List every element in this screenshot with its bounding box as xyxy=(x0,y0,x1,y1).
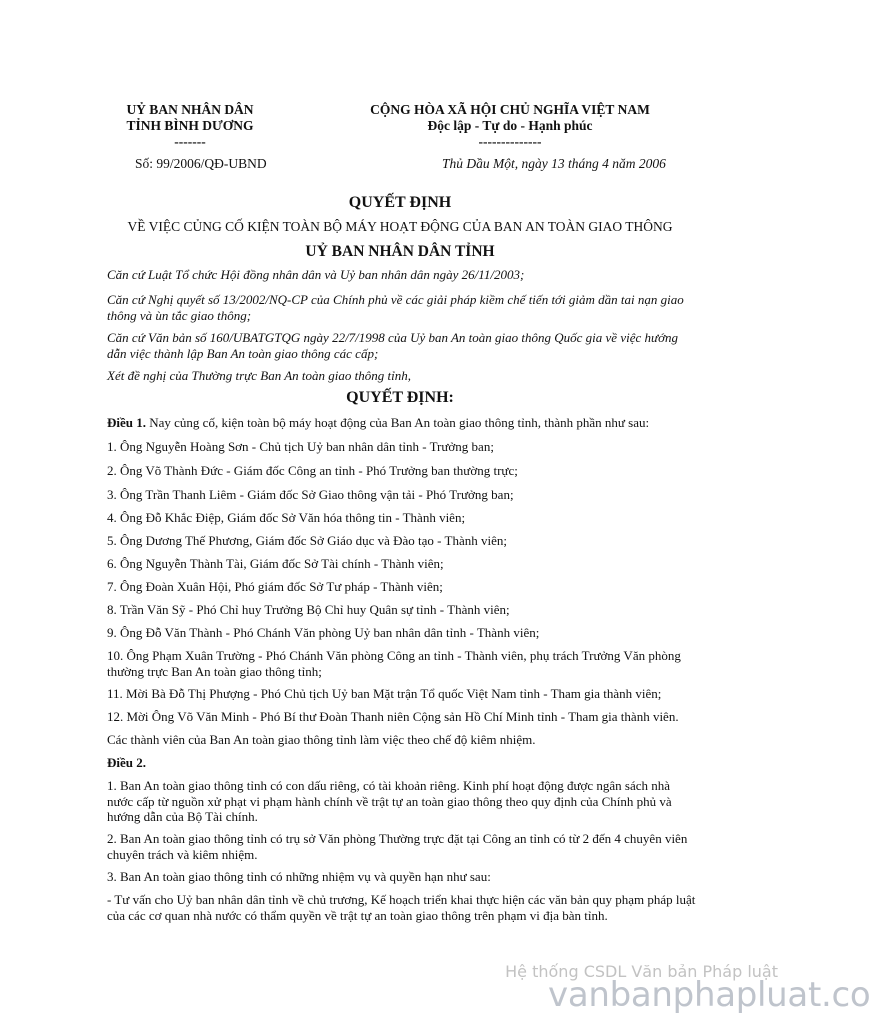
article-1-label: Điều 1. xyxy=(107,415,146,430)
agency-line-2: TỈNH BÌNH DƯƠNG xyxy=(126,118,254,133)
issuing-agency xyxy=(110,102,270,150)
decides-heading: QUYẾT ĐỊNH: xyxy=(346,389,454,406)
preamble-item: Căn cứ Luật Tổ chức Hội đồng nhân dân và Uỷ ban nhân dân ngày 26/11/2003; xyxy=(107,267,525,282)
member-item: 1. Ông Nguyễn Hoàng Sơn - Chủ tịch Uỷ ban nhân dân tỉnh - Trưởng ban; xyxy=(107,439,494,454)
watermark-caption: Hệ thống CSDL Văn bản Pháp luật xyxy=(505,962,778,981)
article-1-closing: Các thành viên của Ban An toàn giao thông tỉnh làm việc theo chế độ kiêm nhiệm. xyxy=(107,732,536,747)
member-item: 10. Ông Phạm Xuân Trường - Phó Chánh Văn phòng Công an tỉnh - Thành viên, phụ trách Trưởng Văn phòng thường trực Ban An toàn giao thông tỉnh; xyxy=(107,648,681,679)
member-item: 5. Ông Dương Thế Phương, Giám đốc Sở Giáo dục và Đào tạo - Thành viên; xyxy=(107,533,507,548)
document-type-title: QUYẾT ĐỊNH xyxy=(348,194,452,211)
member-item: 12. Mời Ông Võ Văn Minh - Phó Bí thư Đoàn Thanh niên Cộng sản Hồ Chí Minh tỉnh - Tham gia thành viên. xyxy=(107,709,679,724)
nation-line-1: CỘNG HÒA XÃ HỘI CHỦ NGHĨA VIỆT NAM xyxy=(370,102,650,117)
preamble-item: Căn cứ Văn bản số 160/UBATGTQG ngày 22/7/1998 của Uỷ ban An toàn giao thông Quốc gia về việc hướng dẫn việc thành lập Ban An toàn giao thông các cấp; xyxy=(107,330,679,361)
document-subject: VỀ VIỆC CỦNG CỐ KIỆN TOÀN BỘ MÁY HOẠT ĐỘNG CỦA BAN AN TOÀN GIAO THÔNG xyxy=(127,219,673,234)
article-2-item: 2. Ban An toàn giao thông tỉnh có trụ sở Văn phòng Thường trực đặt tại Công an tỉnh có từ 2 đến 4 chuyên viên chuyên trách và kiêm nhiệm. xyxy=(107,831,688,862)
member-item: 9. Ông Đỗ Văn Thành - Phó Chánh Văn phòng Uỷ ban nhân dân tỉnh - Thành viên; xyxy=(107,625,540,640)
article-2-item: - Tư vấn cho Uỷ ban nhân dân tỉnh về chủ trương, Kế hoạch triển khai thực hiện các văn bản quy phạm pháp luật của các cơ quan nhà nước có thẩm quyền về trật tự an toàn giao thông trên phạm vi địa bàn tỉnh. xyxy=(107,892,696,923)
article-2-item: 3. Ban An toàn giao thông tỉnh có những nhiệm vụ và quyền hạn như sau: xyxy=(107,869,491,884)
member-item: 6. Ông Nguyễn Thành Tài, Giám đốc Sở Tài chính - Thành viên; xyxy=(107,556,444,571)
member-item: 7. Ông Đoàn Xuân Hội, Phó giám đốc Sở Tư pháp - Thành viên; xyxy=(107,579,443,594)
article-1-intro-text: Nay củng cố, kiện toàn bộ máy hoạt động của Ban An toàn giao thông tỉnh, thành phần như sau: xyxy=(146,415,650,430)
nation-line-2: Độc lập - Tự do - Hạnh phúc xyxy=(427,118,593,133)
agency-line-1: UỶ BAN NHÂN DÂN xyxy=(126,102,254,117)
member-item: 11. Mời Bà Đỗ Thị Phượng - Phó Chủ tịch Uỷ ban Mặt trận Tổ quốc Việt Nam tỉnh - Tham gia thành viên; xyxy=(107,686,662,701)
national-motto xyxy=(330,102,690,150)
member-item: 3. Ông Trần Thanh Liêm - Giám đốc Sở Giao thông vận tải - Phó Trưởng ban; xyxy=(107,487,514,502)
issuer-title: UỶ BAN NHÂN DÂN TỈNH xyxy=(305,243,495,260)
member-item: 4. Ông Đỗ Khắc Điệp, Giám đốc Sở Văn hóa thông tin - Thành viên; xyxy=(107,510,466,525)
article-2-label: Điều 2. xyxy=(107,755,146,770)
agency-rule: ------- xyxy=(174,134,206,149)
article-2-item: 1. Ban An toàn giao thông tỉnh có con dấu riêng, có tài khoản riêng. Kinh phí hoạt động được ngân sách nhà nước cấp từ nguồn xử phạt vi phạm hành chính về trật tự an toàn giao thông theo quy định của Chính phủ và hướng dẫn của Bộ Tài chính. xyxy=(107,778,672,824)
member-item: 8. Trần Văn Sỹ - Phó Chỉ huy Trưởng Bộ Chỉ huy Quân sự tỉnh - Thành viên; xyxy=(107,602,510,617)
preamble-item: Căn cứ Nghị quyết số 13/2002/NQ-CP của Chính phủ về các giải pháp kiềm chế tiến tới giảm dần tai nạn giao thông và ùn tắc giao thông; xyxy=(107,292,684,323)
preamble-item: Xét đề nghị của Thường trực Ban An toàn giao thông tỉnh, xyxy=(107,368,411,383)
article-1-intro xyxy=(107,415,697,431)
nation-rule: -------------- xyxy=(478,134,542,149)
document-number: Số: 99/2006/QĐ-UBND xyxy=(135,156,267,171)
watermark-site: vanbanphapluat.co xyxy=(548,975,870,1015)
member-item: 2. Ông Võ Thành Đức - Giám đốc Công an tỉnh - Phó Trưởng ban thường trực; xyxy=(107,463,518,478)
document-date: Thủ Dầu Một, ngày 13 tháng 4 năm 2006 xyxy=(442,156,666,171)
